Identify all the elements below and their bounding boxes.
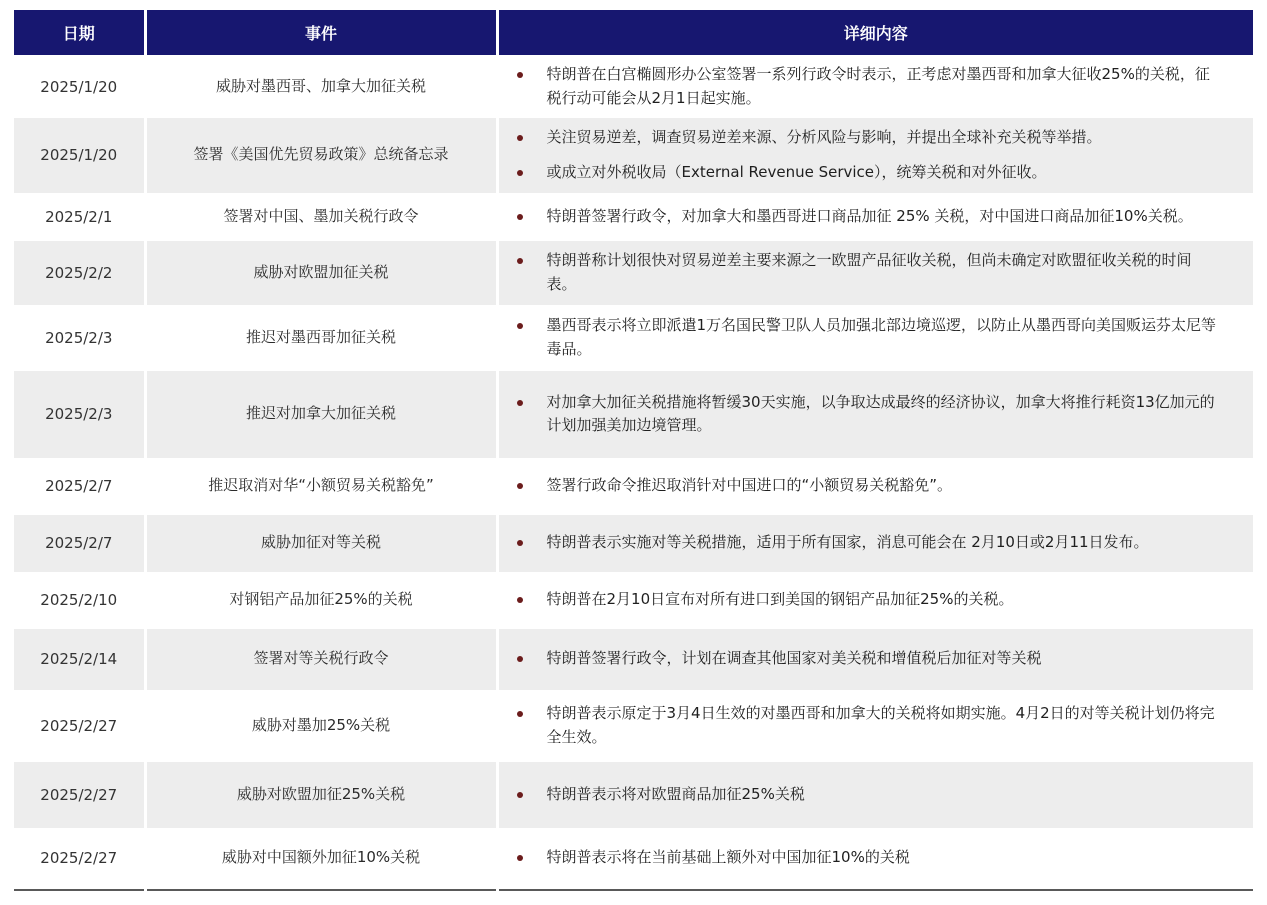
detail-text: 特朗普表示实施对等关税措施，适用于所有国家，消息可能会在 2月10日或2月11日发布。: [546, 533, 1149, 552]
table-row: [14, 515, 1253, 572]
bullet-icon: [517, 400, 523, 406]
event-cell: 签署对等关税行政令: [145, 629, 497, 690]
detail-cell: [497, 828, 1253, 890]
detail-cell: [497, 629, 1253, 690]
bullet-icon: [517, 597, 523, 603]
detail-text: 墨西哥表示将立即派遣1万名国民警卫队人员加强北部边境巡逻，以防止从墨西哥向美国贩运芬太尼等毒品。: [546, 316, 1217, 358]
bullet-icon: [517, 258, 523, 264]
detail-cell: [497, 118, 1253, 193]
event-cell: 威胁对欧盟加征25%关税: [145, 762, 497, 828]
date-cell: 2025/2/1: [45, 207, 113, 226]
bullet-icon: [517, 135, 523, 141]
table-header: [14, 10, 1253, 55]
detail-item: [507, 531, 1246, 554]
tariff-events-table-container: [14, 10, 1253, 891]
event-cell: 签署对中国、墨加关税行政令: [145, 193, 497, 241]
detail-item: [507, 474, 1246, 497]
detail-text: 特朗普称计划很快对贸易逆差主要来源之一欧盟产品征收关税，但尚未确定对欧盟征收关税的时间表。: [546, 251, 1192, 293]
detail-cell: [497, 55, 1253, 118]
date-cell: 2025/2/27: [40, 785, 118, 804]
table-row: [14, 305, 1253, 371]
date-cell: 2025/2/3: [45, 405, 113, 423]
date-cell: 2025/2/7: [45, 534, 113, 552]
date-cell: 2025/2/3: [45, 328, 113, 347]
table-row: [14, 193, 1253, 241]
detail-cell: [497, 371, 1253, 458]
detail-item: [507, 588, 1246, 611]
header-row: [14, 10, 1253, 55]
detail-item: [507, 205, 1246, 228]
detail-cell: [497, 572, 1253, 629]
date-cell: 2025/2/27: [40, 849, 118, 867]
detail-cell: [497, 305, 1253, 371]
detail-list: [507, 249, 1246, 296]
detail-list: [507, 474, 1246, 497]
detail-text: 对加拿大加征关税措施将暂缓30天实施，以争取达成最终的经济协议，加拿大将推行耗资13亿加元的计划加强美加边境管理。: [546, 392, 1215, 434]
detail-text: 特朗普表示将在当前基础上额外对中国加征10%的关税: [546, 848, 910, 867]
date-cell: 2025/2/10: [40, 591, 118, 609]
table-row: [14, 762, 1253, 828]
detail-list: [507, 702, 1246, 749]
event-cell: 威胁加征对等关税: [145, 515, 497, 572]
bullet-icon: [517, 855, 523, 861]
date-cell: 2025/1/20: [40, 146, 118, 165]
detail-cell: [497, 690, 1253, 762]
detail-list: [507, 205, 1246, 228]
detail-list: [507, 783, 1246, 806]
date-cell: 2025/2/7: [45, 477, 113, 495]
bullet-icon: [517, 483, 523, 489]
detail-text: 特朗普表示将对欧盟商品加征25%关税: [546, 784, 805, 803]
date-cell: 2025/2/27: [40, 716, 118, 735]
detail-text: 特朗普在2月10日宣布对所有进口到美国的钢铝产品加征25%的关税。: [546, 590, 1014, 609]
date-cell: 2025/1/20: [40, 77, 118, 96]
bullet-icon: [517, 792, 523, 798]
bullet-icon: [517, 214, 523, 220]
detail-list: [507, 588, 1246, 611]
detail-list: [507, 647, 1246, 670]
detail-item: [507, 126, 1246, 149]
event-cell: 推迟对加拿大加征关税: [145, 371, 497, 458]
detail-cell: [497, 458, 1253, 515]
event-cell: 威胁对欧盟加征关税: [145, 241, 497, 305]
detail-item: [507, 783, 1246, 806]
detail-cell: [497, 241, 1253, 305]
detail-list: [507, 531, 1246, 554]
detail-item: [507, 846, 1246, 869]
table-row: [14, 55, 1253, 118]
bullet-icon: [517, 170, 523, 176]
event-cell: 推迟对墨西哥加征关税: [145, 305, 497, 371]
table-row: [14, 241, 1253, 305]
tariff-events-table: [14, 10, 1253, 891]
table-row: [14, 371, 1253, 458]
table-row: [14, 572, 1253, 629]
table-body: [14, 55, 1253, 890]
detail-item: [507, 391, 1246, 438]
detail-list: [507, 391, 1246, 438]
detail-text: 特朗普签署行政令，计划在调查其他国家对美关税和增值税后加征对等关税: [546, 649, 1042, 668]
header-event: 事件: [145, 10, 497, 55]
table-row: [14, 118, 1253, 193]
event-cell: 推迟取消对华“小额贸易关税豁免”: [145, 458, 497, 515]
event-cell: 威胁对中国额外加征10%关税: [145, 828, 497, 890]
detail-list: [507, 126, 1246, 185]
header-details: 详细内容: [497, 10, 1253, 55]
bullet-icon: [517, 711, 523, 717]
detail-text: 或成立对外税收局（External Revenue Service），统筹关税和对外征收。: [546, 163, 1047, 182]
detail-item: [507, 647, 1246, 670]
detail-item: [507, 63, 1246, 110]
bullet-icon: [517, 540, 523, 546]
date-cell: 2025/2/2: [45, 263, 113, 282]
table-row: [14, 629, 1253, 690]
detail-list: [507, 846, 1246, 869]
table-row: [14, 828, 1253, 890]
event-cell: 签署《美国优先贸易政策》总统备忘录: [145, 118, 497, 193]
detail-item: [507, 249, 1246, 296]
header-date: 日期: [14, 10, 145, 55]
event-cell: 威胁对墨加25%关税: [145, 690, 497, 762]
bullet-icon: [517, 656, 523, 662]
event-cell: 对钢铝产品加征25%的关税: [145, 572, 497, 629]
detail-text: 特朗普表示原定于3月4日生效的对墨西哥和加拿大的关税将如期实施。4月2日的对等关税计划仍将完全生效。: [546, 704, 1215, 746]
detail-text: 签署行政命令推迟取消针对中国进口的“小额贸易关税豁免”。: [546, 476, 953, 495]
bullet-icon: [517, 323, 523, 329]
table-row: [14, 690, 1253, 762]
detail-cell: [497, 762, 1253, 828]
detail-text: 特朗普签署行政令，对加拿大和墨西哥进口商品加征 25% 关税，对中国进口商品加征10%关税。: [546, 206, 1193, 225]
detail-list: [507, 63, 1246, 110]
date-cell: 2025/2/14: [40, 650, 118, 668]
bullet-icon: [517, 72, 523, 78]
detail-cell: [497, 193, 1253, 241]
detail-item: [507, 314, 1246, 361]
detail-text: 关注贸易逆差，调查贸易逆差来源、分析风险与影响，并提出全球补充关税等举措。: [546, 128, 1102, 146]
event-cell: 威胁对墨西哥、加拿大加征关税: [145, 55, 497, 118]
detail-list: [507, 314, 1246, 361]
detail-cell: [497, 515, 1253, 572]
detail-item: [507, 161, 1246, 184]
detail-item: [507, 702, 1246, 749]
detail-text: 特朗普在白宫椭圆形办公室签署一系列行政令时表示，正考虑对墨西哥和加拿大征收25%的关税，征税行动可能会从2月1日起实施。: [546, 65, 1210, 107]
table-row: [14, 458, 1253, 515]
